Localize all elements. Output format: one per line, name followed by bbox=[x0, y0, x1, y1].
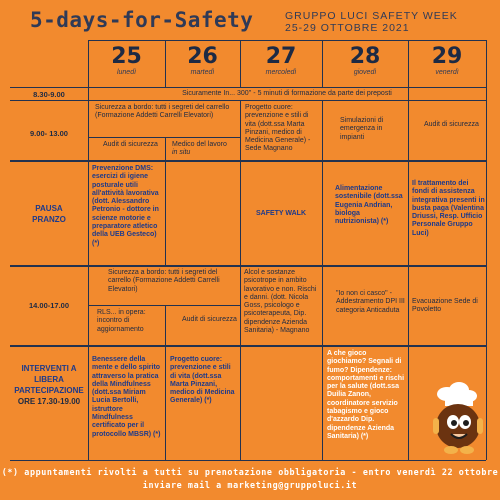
chef-mascot-icon bbox=[425, 378, 485, 458]
day-number: 25 bbox=[111, 44, 142, 69]
day-name: lunedì bbox=[116, 69, 137, 76]
session-text: Prevenzione DMS: esercizi di igiene posturale utili all'attività lavorativa (dott. Alessandro Petronio - dottore in scienze motorie e preparatore atletico della UEB Gesteco) bbox=[92, 165, 159, 239]
day-header-monday bbox=[88, 44, 165, 76]
session-mindfulness: Benessere della mente e dello spirito attraverso la pratica della Mindfulness (dott.ssa Miriam Lucia Bertolli, istruttore Mindfulness certificato per il protocollo MBSR) (*) bbox=[92, 356, 161, 438]
time-slot-label: 14.00-17.00 bbox=[28, 301, 70, 310]
session-evacuation-drill: Evacuazione Sede di Povoletto bbox=[412, 298, 478, 314]
session-sustainable-nutrition: Alimentazione sostenibile (dott.ssa Eugenia Andrian, biologa nutrizionista) (*) bbox=[335, 185, 403, 226]
session-safety-walk: SAFETY WALK bbox=[255, 210, 307, 217]
session-heart-project: Progetto cuore: prevenzione e stili di vita (dott.ssa Marta Pinzani, medico di Medicina Generale) (*) bbox=[170, 356, 235, 405]
session-alcohol-substances: Alcol e sostanze psicotrope in ambito lavorativo e non. Rischi e danni. (dott. Nicola Goss, psicologo e psicoterapeuta, Dip. dipendenze Azienda Sanitaria) - Magnano bbox=[244, 269, 317, 335]
day-header-tuesday bbox=[165, 44, 240, 76]
chef-mascot-illustration bbox=[425, 378, 485, 458]
day-name: mercoledì bbox=[265, 69, 297, 76]
grid-line bbox=[165, 345, 166, 460]
event-dates: 25-29 OTTOBRE 2021 bbox=[285, 22, 410, 34]
grid-line bbox=[165, 305, 166, 345]
session-posture-exercises bbox=[92, 165, 164, 248]
day-name: venerdì bbox=[435, 69, 459, 76]
grid-line bbox=[88, 40, 486, 41]
grid-line bbox=[240, 100, 241, 460]
day-header-friday bbox=[408, 44, 486, 76]
grid-line bbox=[10, 100, 486, 101]
day-header-thursday bbox=[322, 44, 408, 76]
time-slot-label: 8.30-9.00 bbox=[33, 90, 65, 99]
grid-line bbox=[10, 87, 486, 88]
session-rls-update: RLS... in opera: incontro di aggiornamento bbox=[97, 309, 146, 333]
grid-line bbox=[408, 40, 409, 460]
label-line: INTERVENTI A bbox=[21, 364, 77, 373]
daily-briefing-text: Sicuramente In... 300'' - 5 minuti di formazione da parte dei preposti bbox=[182, 90, 392, 97]
label-line: PARTECIPAZIONE bbox=[14, 386, 84, 395]
grid-line bbox=[10, 265, 486, 267]
grid-line bbox=[88, 40, 89, 460]
day-name: giovedì bbox=[353, 69, 377, 76]
session-forklift-training: Sicurezza a bordo: tutti i segreti del carrello (Formazione Addetti Carrelli Elevatori) bbox=[95, 104, 230, 120]
grid-line bbox=[322, 100, 323, 460]
grid-line bbox=[486, 40, 487, 460]
session-addictions: A che gioco giochiamo? Segnali di fumo? Dipendenze: comportamenti e rischi per la salute (dott.ssa Duilia Zanon, coordinatore servizio tabagismo e gioco d'azzardo Dip. dipendenze Azienda Sanitaria) (*) bbox=[327, 350, 405, 440]
session-location: in situ bbox=[172, 149, 191, 157]
grid-line bbox=[88, 305, 240, 306]
booking-contact: inviare mail a marketing@gruppoluci.it bbox=[142, 480, 358, 490]
session-note: (*) bbox=[92, 239, 100, 247]
session-forklift-training: Sicurezza a bordo: tutti i segreti del carrello (Formazione Addetti Carrelli Elevatori) bbox=[108, 269, 220, 293]
grid-line bbox=[165, 160, 166, 266]
session-occupational-doctor bbox=[172, 141, 238, 158]
session-safety-audit: Audit di sicurezza bbox=[182, 316, 237, 323]
session-heart-project: Progetto cuore: prevenzione e stili di vita (dott.ssa Marta Pinzani, medico di Medicina Generale) - Sede Magnano bbox=[245, 104, 311, 153]
open-sessions-label bbox=[10, 363, 88, 407]
day-header-wednesday bbox=[240, 44, 322, 76]
grid-line bbox=[10, 160, 486, 162]
booking-note: (*) appuntamenti rivolti a tutti su prenotazione obbligatoria - entro venerdì 22 ottobre bbox=[1, 467, 499, 477]
label-line: PRANZO bbox=[32, 215, 66, 224]
grid-line bbox=[10, 460, 486, 461]
session-safety-audit: Audit di sicurezza bbox=[103, 141, 158, 148]
session-welfare-funds: Il trattamento dei fondi di assistenza integrativa presenti in busta paga (Valentina Driussi, Resp. Ufficio Personale Gruppo Luci) bbox=[412, 180, 485, 237]
time-slot-label: 9.00- 13.00 bbox=[30, 129, 68, 138]
grid-line bbox=[88, 137, 240, 138]
day-name: martedì bbox=[190, 69, 215, 76]
label-line: PAUSA bbox=[35, 204, 63, 213]
session-fall-protection-training: "Io non ci casco" - Addestramento DPI III categoria Anticaduta bbox=[336, 290, 405, 314]
session-emergency-simulation: Simulazioni di emergenza in impianti bbox=[340, 117, 384, 141]
session-safety-audit: Audit di sicurezza bbox=[424, 121, 479, 128]
day-number: 28 bbox=[349, 44, 381, 69]
grid-line bbox=[10, 345, 486, 347]
day-number: 26 bbox=[187, 44, 218, 69]
lunch-break-label bbox=[10, 203, 88, 225]
label-line: ORE 17.30-19.00 bbox=[17, 397, 81, 406]
grid-line bbox=[165, 137, 166, 161]
event-subtitle: GRUPPO LUCI SAFETY WEEK bbox=[285, 10, 458, 22]
label-line: LIBERA bbox=[34, 375, 64, 384]
event-title: 5-days-for-Safety bbox=[30, 8, 254, 32]
day-number: 29 bbox=[431, 44, 463, 69]
day-number: 27 bbox=[265, 44, 297, 69]
session-title: Medico del lavoro bbox=[172, 141, 227, 148]
